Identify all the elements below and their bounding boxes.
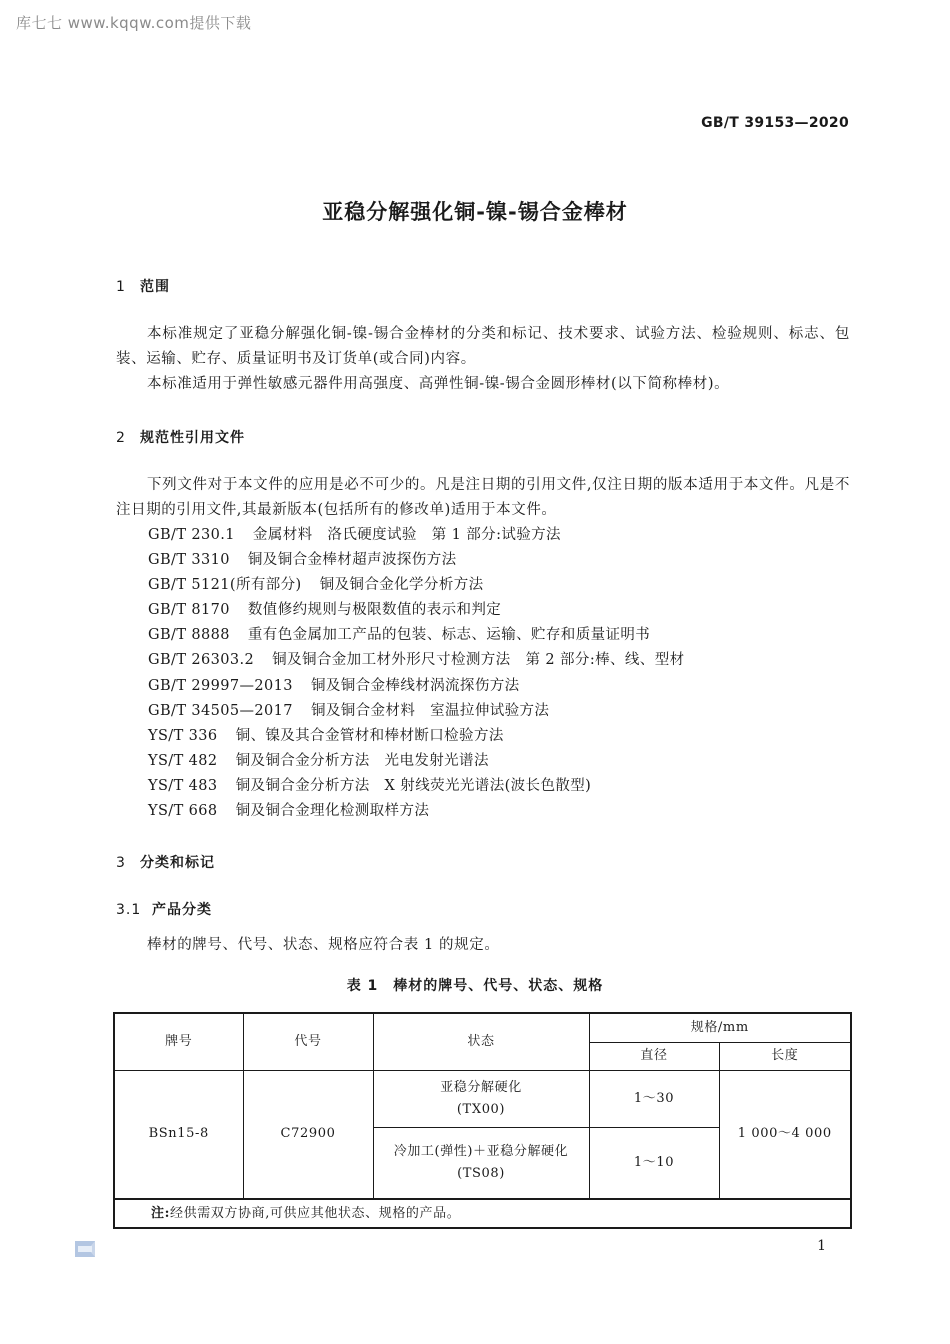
cell-diameter-row2: 1～10 bbox=[589, 1127, 719, 1199]
temper-code: (TX00) bbox=[456, 1101, 506, 1117]
section-title: 规范性引用文件 bbox=[140, 430, 245, 446]
temper-name: 冷加工(弹性)＋亚稳分解硬化 bbox=[393, 1143, 569, 1159]
section-title: 分类和标记 bbox=[140, 855, 215, 871]
section-number: 1 bbox=[116, 279, 126, 295]
reference-code: GB/T 8888 bbox=[148, 627, 230, 644]
section-3-1-paragraph-1: 棒材的牌号、代号、状态、规格应符合表 1 的规定。 bbox=[147, 937, 500, 953]
reference-code: YS/T 668 bbox=[148, 803, 218, 820]
reference-item bbox=[148, 674, 685, 699]
normative-references-list bbox=[148, 523, 685, 824]
spec-table bbox=[113, 1012, 852, 1229]
standard-code: GB/T 39153—2020 bbox=[701, 115, 849, 131]
table-caption: 表 1 棒材的牌号、代号、状态、规格 bbox=[346, 978, 604, 994]
section-2-heading bbox=[116, 427, 245, 447]
cell-length: 1 000～4 000 bbox=[719, 1070, 851, 1199]
header-spec: 规格/mm bbox=[589, 1013, 851, 1042]
section-1-paragraph-1: 本标准规定了亚稳分解强化铜-镍-锡合金棒材的分类和标记、技术要求、试验方法、检验规则、标志、包装、运输、贮存、质量证明书及订货单(或合同)内容。 bbox=[116, 326, 850, 367]
reference-item bbox=[148, 699, 685, 724]
header-grade: 牌号 bbox=[114, 1013, 243, 1070]
reference-code: GB/T 29997—2013 bbox=[148, 677, 293, 694]
reference-title: 铜及铜合金理化检测取样方法 bbox=[235, 803, 430, 820]
reference-code: GB/T 3310 bbox=[148, 552, 230, 569]
header-length: 长度 bbox=[719, 1042, 851, 1070]
reference-title: 数值修约规则与极限数值的表示和判定 bbox=[247, 602, 502, 619]
reference-title: 铜及铜合金材料 室温拉伸试验方法 bbox=[310, 702, 550, 719]
reference-item bbox=[148, 598, 685, 623]
reference-code: YS/T 482 bbox=[148, 752, 218, 769]
header-code: 代号 bbox=[243, 1013, 373, 1070]
section-1-paragraph-2: 本标准适用于弹性敏感元器件用高强度、高弹性铜-镍-锡合金圆形棒材(以下简称棒材)。 bbox=[147, 376, 730, 392]
temper-code: (TS08) bbox=[457, 1165, 505, 1181]
document-title: 亚稳分解强化铜-镍-锡合金棒材 bbox=[322, 200, 628, 224]
reference-item bbox=[148, 648, 685, 673]
section-number: 3 bbox=[116, 855, 126, 871]
section-3-heading bbox=[116, 852, 215, 872]
watermark-text: 库七七 www.kqqw.com提供下载 bbox=[16, 14, 252, 32]
subsection-title: 产品分类 bbox=[152, 902, 212, 918]
reference-code: GB/T 5121(所有部分) bbox=[148, 577, 302, 594]
temper-name: 亚稳分解硬化 bbox=[440, 1079, 522, 1095]
reference-item bbox=[148, 548, 685, 573]
reference-title: 金属材料 洛氏硬度试验 第 1 部分:试验方法 bbox=[252, 527, 561, 543]
reference-item bbox=[148, 774, 685, 799]
reference-title: 重有色金属加工产品的包装、标志、运输、贮存和质量证明书 bbox=[247, 627, 651, 644]
reference-item bbox=[148, 724, 685, 749]
cell-diameter-row1: 1～30 bbox=[589, 1070, 719, 1127]
reference-item bbox=[148, 749, 685, 774]
reference-title: 铜及铜合金分析方法 X 射线荧光光谱法(波长色散型) bbox=[235, 777, 592, 794]
note-text: 经供需双方协商,可供应其他状态、规格的产品。 bbox=[170, 1205, 461, 1221]
reference-item bbox=[148, 799, 685, 824]
reference-item bbox=[148, 623, 685, 648]
cell-temper-row1 bbox=[373, 1070, 589, 1127]
reference-title: 铜及铜合金棒材超声波探伤方法 bbox=[247, 552, 457, 569]
reference-title: 铜及铜合金棒线材涡流探伤方法 bbox=[310, 677, 520, 694]
reference-title: 铜及铜合金分析方法 光电发射光谱法 bbox=[235, 752, 489, 769]
page-number: 1 bbox=[817, 1238, 826, 1254]
cell-temper-row2 bbox=[373, 1127, 589, 1199]
section-1-heading bbox=[116, 276, 170, 296]
reference-code: GB/T 34505—2017 bbox=[148, 702, 293, 719]
cell-code: C72900 bbox=[243, 1070, 373, 1199]
note-label: 注: bbox=[151, 1205, 170, 1221]
reference-code: GB/T 26303.2 bbox=[148, 652, 255, 669]
table-note bbox=[114, 1199, 851, 1228]
reference-title: 铜及铜合金加工材外形尺寸检测方法 第 2 部分:棒、线、型材 bbox=[272, 652, 685, 669]
reference-code: YS/T 336 bbox=[148, 727, 218, 744]
reference-title: 铜及铜合金化学分析方法 bbox=[319, 577, 484, 594]
reference-code: YS/T 483 bbox=[148, 777, 218, 794]
reference-code: GB/T 230.1 bbox=[148, 527, 235, 543]
section-title: 范围 bbox=[140, 279, 170, 295]
reference-code: GB/T 8170 bbox=[148, 602, 230, 619]
reference-item bbox=[148, 523, 685, 548]
section-number: 2 bbox=[116, 430, 126, 446]
section-2-paragraph-1: 下列文件对于本文件的应用是必不可少的。凡是注日期的引用文件,仅注日期的版本适用于本文件。凡是不注日期的引用文件,其最新版本(包括所有的修改单)适用于本文件。 bbox=[116, 477, 850, 518]
header-temper: 状态 bbox=[373, 1013, 589, 1070]
sac-logo-icon bbox=[72, 1237, 98, 1261]
reference-title: 铜、镍及其合金管材和棒材断口检验方法 bbox=[235, 727, 504, 744]
reference-item bbox=[148, 573, 685, 598]
section-3-1-heading bbox=[116, 899, 212, 919]
cell-grade: BSn15-8 bbox=[114, 1070, 243, 1199]
subsection-number: 3.1 bbox=[116, 902, 142, 918]
header-diameter: 直径 bbox=[589, 1042, 719, 1070]
